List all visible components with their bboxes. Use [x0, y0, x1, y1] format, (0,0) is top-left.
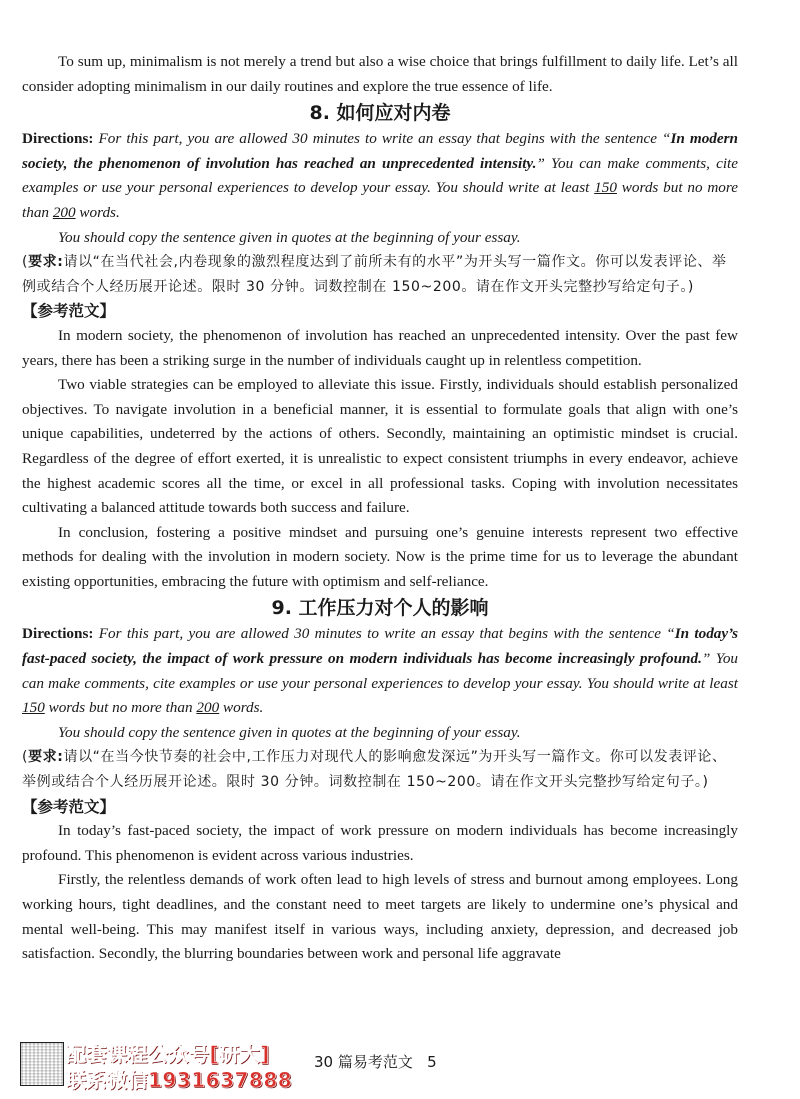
directions-text-a: For this part, you are allowed 30 minutes to write an essay that begins with the sentence “	[93, 625, 675, 643]
directions-text-c: words but no more than	[22, 179, 738, 221]
page-content	[22, 50, 738, 967]
qr-code-icon	[20, 1042, 64, 1086]
directions-quote: In today’s fast-paced society, the impact of work pressure on modern individuals has become increasingly profound.	[22, 625, 738, 668]
directions-text-d: words.	[75, 203, 120, 221]
section-9-reference-label: 【参考范文】	[22, 797, 116, 816]
section-8-paragraph: In modern society, the phenomenon of involution has reached an unprecedented intensity. Over the past few years, there has been a striking surge in the number of individuals caught up in relentless competition.	[22, 326, 738, 369]
section-9-paragraph: Firstly, the relentless demands of work often lead to high levels of stress and burnout among employees. Long working hours, tight deadlines, and the constant need to meet targets are likely to undermine one’s physical and mental well-being. This may manifest itself in various ways, including anxiety, depression, and decreased job satisfaction. Secondly, the blurring boundaries between work and personal life aggravate	[22, 871, 738, 963]
directions-quote: In modern society, the phenomenon of involution has reached an unprecedented intensity.	[22, 130, 738, 172]
requirement-text: 请以“在当今快节奏的社会中,工作压力对现代人的影响愈发深远”为开头写一篇作文。你可以发表评论、举例或结合个人经历展开论述。限时 30 分钟。词数控制在 150~200。请在作文开头完整抄写给定句子。)	[22, 749, 727, 791]
section-9-requirement: (要求:请以“在当今快节奏的社会中,工作压力对现代人的影响愈发深远”为开头写一篇作文。你可以发表评论、举例或结合个人经历展开论述。限时 30 分钟。词数控制在 150~200。请在作文开头完整抄写给定句子。)	[22, 749, 727, 791]
requirement-text: 请以“在当代社会,内卷现象的激烈程度达到了前所未有的水平”为开头写一篇作文。你可以发表评论、举例或结合个人经历展开论述。限时 30 分钟。词数控制在 150~200。请在作文开头完整抄写给定句子。)	[22, 254, 727, 295]
page-footer	[0, 1034, 800, 1094]
section-9-title: 9. 工作压力对个人的影响	[271, 597, 489, 620]
section-8-requirement: (要求:请以“在当代社会,内卷现象的激烈程度达到了前所未有的水平”为开头写一篇作文。你可以发表评论、举例或结合个人经历展开论述。限时 30 分钟。词数控制在 150~200。请在作文开头完整抄写给定句子。)	[22, 254, 727, 295]
section-9-copy-note: You should copy the sentence given in quotes at the beginning of your essay.	[58, 723, 521, 741]
section-9-directions	[22, 622, 738, 720]
directions-text-a: For this part, you are allowed 30 minutes to write an essay that begins with the sentence “	[93, 130, 671, 148]
max-words: 200	[52, 203, 76, 221]
section-8-reference-label: 【参考范文】	[22, 302, 116, 321]
section-8-copy-note: You should copy the sentence given in quotes at the beginning of your essay.	[58, 228, 521, 246]
watermark-stamp: 配套课程公众号[研大]	[66, 1042, 270, 1066]
directions-text-c: words but no more than	[44, 699, 197, 717]
section-8-directions	[22, 127, 738, 225]
requirement-label: 要求:	[28, 254, 64, 271]
directions-text-b: ” You can make comments, cite examples or use your personal experiences to develop your essay. You should write at least	[22, 650, 739, 692]
directions-text-b: ” You can make comments, cite examples or use your personal experiences to develop your essay. You should write at least	[22, 154, 738, 197]
page-number-label: 30 篇易考范文 5	[314, 1053, 437, 1071]
section-8-title: 8. 如何应对内卷	[309, 102, 451, 125]
section-9-paragraph: In today’s fast-paced society, the impact of work pressure on modern individuals has become increasingly profound. This phenomenon is evident across various industries.	[22, 822, 738, 864]
directions-text-d: words.	[219, 699, 264, 717]
directions-label: Directions:	[22, 625, 94, 643]
min-words: 150	[22, 699, 45, 717]
max-words: 200	[196, 699, 220, 717]
page-number: 5	[427, 1053, 437, 1071]
watermark-stamp: 联系微信1931637888	[66, 1068, 293, 1092]
intro-paragraph: To sum up, minimalism is not merely a trend but also a wise choice that brings fulfillment to daily life. Let’s all consider adopting minimalism in our daily routines and explore the true essence of life.	[22, 53, 738, 95]
directions-label: Directions:	[22, 130, 94, 148]
min-words: 150	[594, 179, 617, 197]
section-8-paragraph: In conclusion, fostering a positive mindset and pursuing one’s genuine interests represent two effective methods for dealing with the involution in modern society. Now is the prime time for us to leverage the abundant existing opportunities, embracing the future with optimism and self-reliance.	[22, 523, 738, 590]
section-8-paragraph: Two viable strategies can be employed to alleviate this issue. Firstly, individuals should establish personalized objectives. To navigate involution in a beneficial manner, it is essential to formulate goals that align with one’s unique capabilities, undeterred by the actions of others. Secondly, maintaining an optimistic mindset is crucial. Regardless of the degree of effort exerted, it is unrealistic to expect consistent triumphs in every endeavor, achieve the highest academic scores all the time, or excel in all professional tasks. Coping with involution necessitates cultivating a balanced attitude towards both success and failure.	[22, 376, 738, 517]
requirement-label: 要求:	[28, 749, 64, 766]
